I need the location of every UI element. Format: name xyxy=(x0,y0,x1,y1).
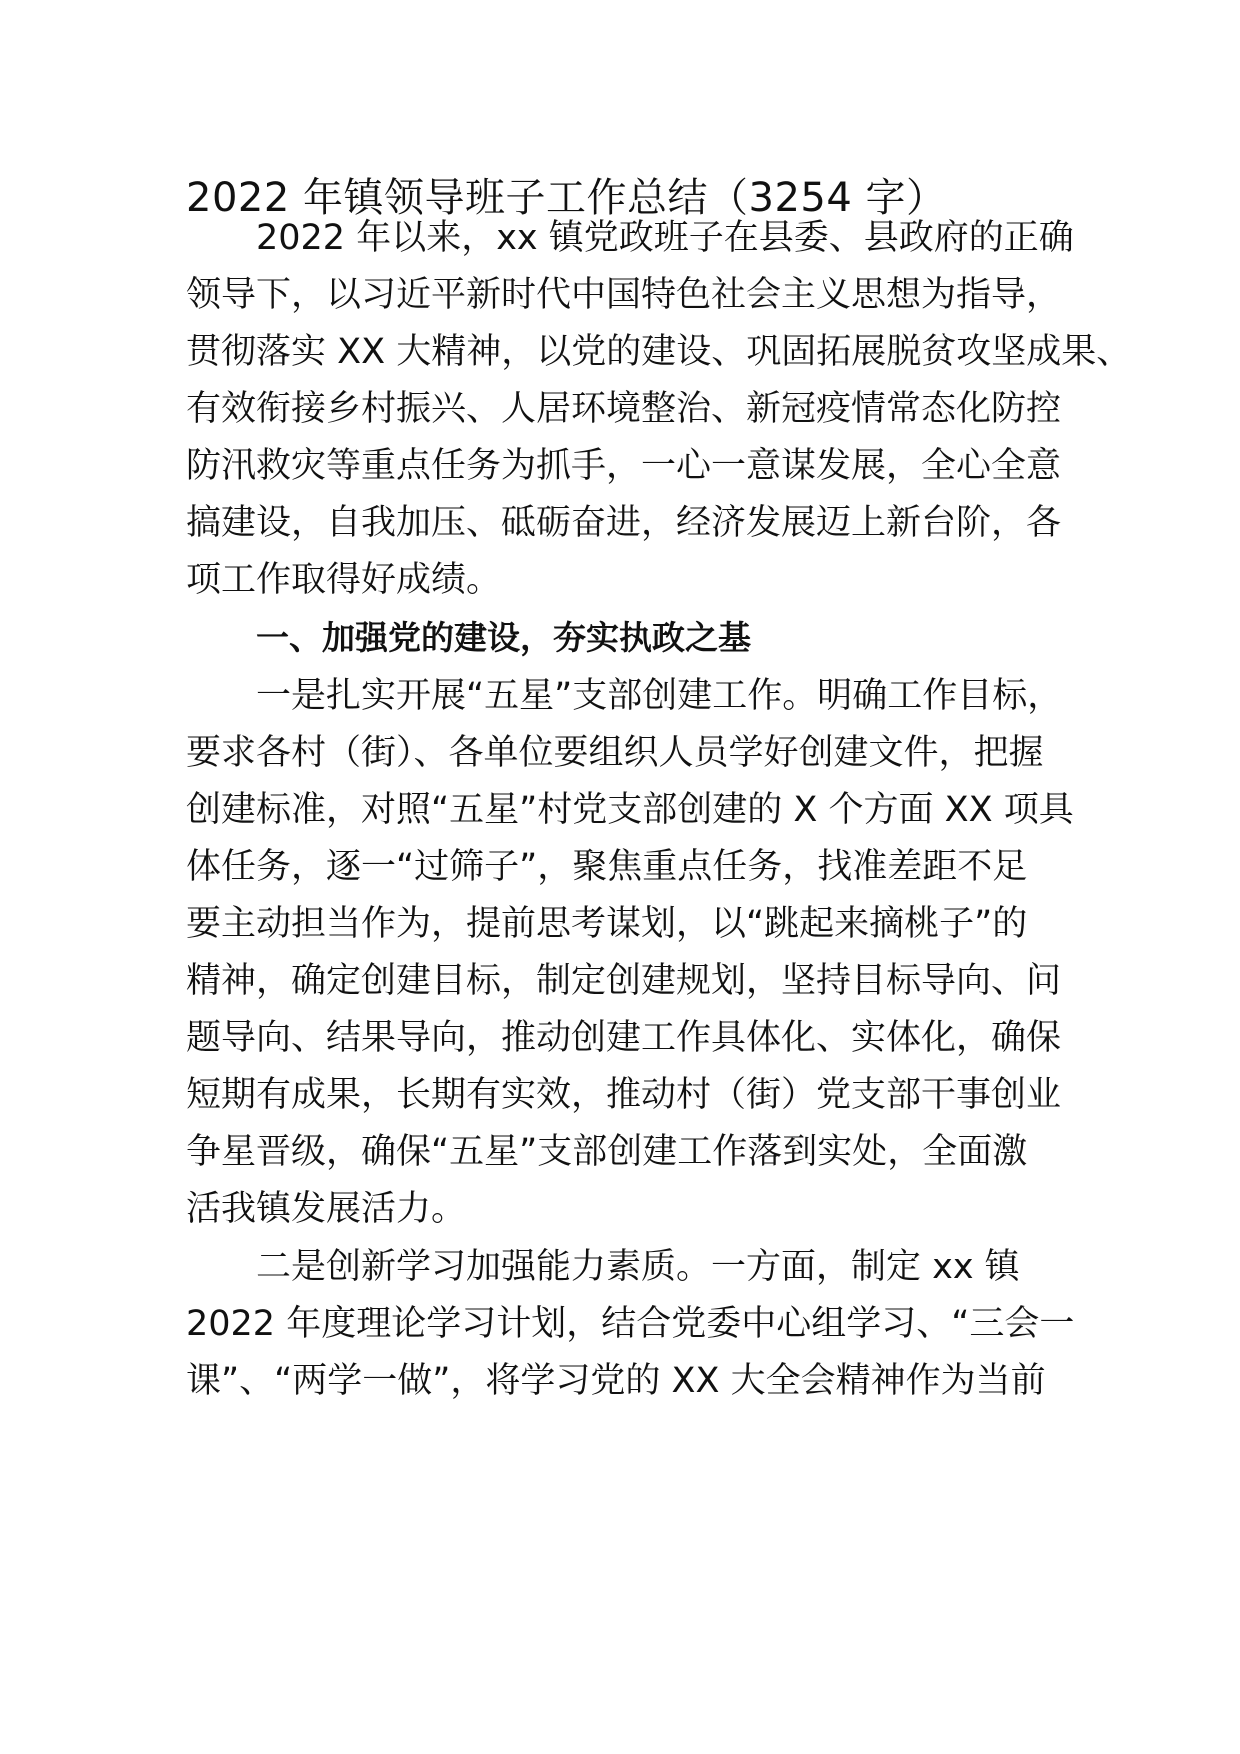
text-line: 二是创新学习加强能力素质。一方面，制定 xx 镇 xyxy=(256,1247,1020,1287)
text-line: 课”、“两学一做”，将学习党的 XX 大全会精神作为当前 xyxy=(186,1361,1046,1401)
document-title: 2022 年镇领导班子工作总结（3254 字） xyxy=(186,175,947,221)
text-line: 搞建设，自我加压、砥砺奋进，经济发展迈上新台阶，各 xyxy=(186,503,1062,543)
text-line: 精神，确定创建目标，制定创建规划，坚持目标导向、问 xyxy=(186,961,1062,1001)
text-line: 项工作取得好成绩。 xyxy=(186,560,502,600)
text-line: 争星晋级，确保“五星”支部创建工作落到实处，全面激 xyxy=(186,1132,1028,1172)
text-line: 短期有成果，长期有实效，推动村（街）党支部干事创业 xyxy=(186,1075,1062,1115)
text-line: 体任务，逐一“过筛子”，聚焦重点任务，找准差距不足 xyxy=(186,847,1028,887)
text-line: 活我镇发展活力。 xyxy=(186,1189,467,1229)
text-line: 贯彻落实 XX 大精神，以党的建设、巩固拓展脱贫攻坚成果、 xyxy=(186,332,1132,372)
text-line: 领导下，以习近平新时代中国特色社会主义思想为指导， xyxy=(186,275,1062,315)
text-line: 要主动担当作为，提前思考谋划，以“跳起来摘桃子”的 xyxy=(186,904,1028,944)
text-line: 有效衔接乡村振兴、人居环境整治、新冠疫情常态化防控 xyxy=(186,389,1062,429)
text-line: 题导向、结果导向，推动创建工作具体化、实体化，确保 xyxy=(186,1018,1062,1058)
text-line: 防汛救灾等重点任务为抓手，一心一意谋发展，全心全意 xyxy=(186,446,1062,486)
section-heading: 一、加强党的建设，夯实执政之基 xyxy=(256,618,751,657)
text-line: 要求各村（街）、各单位要组织人员学好创建文件，把握 xyxy=(186,733,1044,773)
text-line: 2022 年以来，xx 镇党政班子在县委、县政府的正确 xyxy=(256,218,1074,258)
text-line: 2022 年度理论学习计划，结合党委中心组学习、“三会一 xyxy=(186,1304,1075,1344)
text-line: 创建标准，对照“五星”村党支部创建的 X 个方面 XX 项具 xyxy=(186,790,1074,830)
text-line: 一是扎实开展“五星”支部创建工作。明确工作目标， xyxy=(256,676,1063,716)
